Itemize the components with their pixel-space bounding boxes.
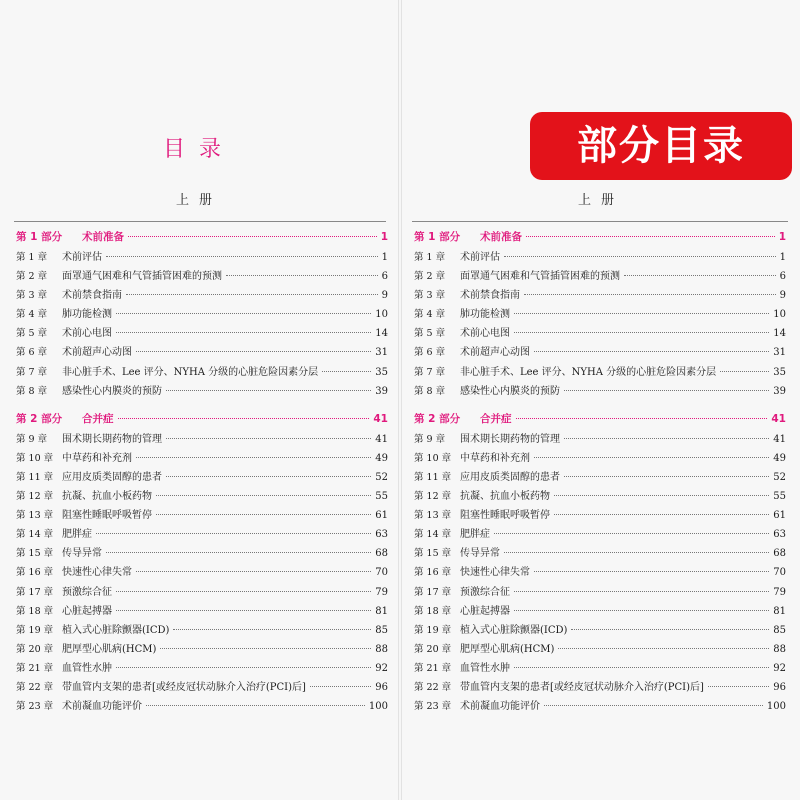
- page-number: 81: [375, 605, 388, 617]
- chapter-title: 术前心电图: [62, 328, 112, 340]
- chapter-number: 第 13 章: [16, 510, 54, 522]
- chapter-entry[interactable]: [414, 382, 786, 401]
- chapter-number: 第 18 章: [414, 605, 452, 617]
- chapter-number: 第 15 章: [16, 548, 54, 560]
- chapter-number: 第 6 章: [16, 347, 48, 359]
- chapter-entry[interactable]: [16, 544, 388, 563]
- dot-leader: [156, 514, 371, 515]
- chapter-entry[interactable]: [16, 305, 388, 324]
- volume-label-left: 上册: [175, 193, 222, 208]
- chapter-entry[interactable]: [16, 382, 388, 401]
- chapter-number: 第 3 章: [414, 290, 446, 302]
- dot-leader: [310, 686, 371, 687]
- chapter-title: 术前超声心动图: [62, 347, 132, 359]
- dot-leader: [118, 418, 370, 419]
- chapter-title: 术前禁食指南: [460, 290, 520, 302]
- dot-leader: [106, 552, 371, 553]
- page-number: 49: [375, 452, 388, 464]
- page-number: 96: [773, 681, 786, 693]
- page-number: 1: [380, 231, 388, 243]
- page-number: 49: [773, 452, 786, 464]
- part-heading[interactable]: [414, 229, 786, 248]
- dot-leader: [514, 332, 769, 333]
- dot-leader: [173, 629, 371, 630]
- part-name: 合并症: [480, 412, 512, 425]
- dot-leader: [514, 591, 769, 592]
- chapter-title: 肥厚型心肌病(HCM): [62, 643, 157, 655]
- chapter-title: 预激综合征: [460, 586, 510, 598]
- chapter-number: 第 15 章: [414, 548, 452, 560]
- chapter-title: 植入式心脏除颤器(ICD): [460, 624, 568, 636]
- chapter-title: 阻塞性睡眠呼吸暂停: [460, 510, 550, 522]
- chapter-title: 抗凝、抗血小板药物: [460, 491, 550, 503]
- partial-toc-banner: 部分目录: [530, 112, 792, 180]
- chapter-title: 抗凝、抗血小板药物: [62, 491, 152, 503]
- dot-leader: [504, 552, 769, 553]
- chapter-number: 第 12 章: [16, 491, 54, 503]
- chapter-number: 第 4 章: [16, 309, 48, 321]
- page-number: 14: [773, 328, 786, 340]
- chapter-entry[interactable]: [414, 640, 786, 659]
- page-number: 35: [375, 366, 388, 378]
- page-number: 70: [773, 567, 786, 579]
- chapter-entry[interactable]: [16, 267, 388, 286]
- chapter-title: 围术期长期药物的管理: [460, 433, 560, 445]
- chapter-title: 传导异常: [460, 548, 500, 560]
- page-number: 79: [375, 586, 388, 598]
- dot-leader: [524, 294, 776, 295]
- page-number: 100: [766, 701, 786, 713]
- chapter-title: 面罩通气困难和气管插管困难的预测: [62, 271, 222, 283]
- dot-leader: [116, 313, 371, 314]
- chapter-number: 第 8 章: [414, 385, 446, 397]
- chapter-entry[interactable]: [414, 468, 786, 487]
- chapter-title: 术前评估: [460, 252, 500, 263]
- chapter-number: 第 19 章: [414, 624, 452, 636]
- chapter-entry[interactable]: [414, 678, 786, 697]
- chapter-entry[interactable]: [16, 697, 388, 716]
- chapter-title: 血管性水肿: [62, 662, 112, 674]
- dot-leader: [136, 351, 371, 352]
- chapter-number: 第 10 章: [414, 452, 452, 464]
- dot-leader: [544, 705, 763, 706]
- page-number: 63: [773, 529, 786, 541]
- dot-leader: [166, 438, 371, 439]
- chapter-title: 肺功能检测: [62, 309, 112, 321]
- chapter-number: 第 22 章: [414, 681, 452, 693]
- chapter-number: 第 18 章: [16, 605, 54, 617]
- chapter-title: 非心脏手术、Lee 评分、NYHA 分级的心脏危险因素分层: [460, 366, 717, 378]
- chapter-entry[interactable]: [16, 506, 388, 525]
- volume-label-right: 上册: [577, 193, 624, 208]
- chapter-number: 第 11 章: [414, 471, 452, 483]
- chapter-title: 带血管内支架的患者[或经皮冠状动脉介入治疗(PCI)后]: [62, 681, 306, 693]
- dot-leader: [514, 313, 769, 314]
- dot-leader: [128, 236, 377, 237]
- dot-leader: [526, 236, 775, 237]
- chapter-title: 应用皮质类固醇的患者: [62, 471, 162, 483]
- chapter-entry[interactable]: [414, 583, 786, 602]
- page-number: 41: [771, 412, 786, 425]
- page-number: 41: [375, 433, 388, 445]
- chapter-title: 带血管内支架的患者[或经皮冠状动脉介入治疗(PCI)后]: [460, 681, 704, 693]
- chapter-title: 术前凝血功能评价: [460, 701, 540, 713]
- part-heading[interactable]: [414, 411, 786, 430]
- part-number: 第 1 部分: [414, 231, 461, 243]
- chapter-title: 术前心电图: [460, 328, 510, 340]
- chapter-number: 第 10 章: [16, 452, 54, 464]
- chapter-title: 阻塞性睡眠呼吸暂停: [62, 510, 152, 522]
- page-number: 85: [375, 624, 388, 636]
- chapter-number: 第 12 章: [414, 491, 452, 503]
- page-number: 92: [375, 662, 388, 674]
- dot-leader: [106, 256, 378, 257]
- chapter-entry[interactable]: [16, 525, 388, 544]
- chapter-number: 第 2 章: [16, 271, 48, 283]
- divider-left: [14, 221, 386, 222]
- toc-title: 目录: [162, 137, 235, 162]
- chapter-entry[interactable]: [16, 563, 388, 582]
- dot-leader: [504, 256, 776, 257]
- chapter-title: 中草药和补充剂: [62, 452, 132, 464]
- chapter-title: 感染性心内膜炎的预防: [62, 385, 162, 397]
- page-number: 39: [773, 385, 786, 397]
- chapter-entry[interactable]: [16, 640, 388, 659]
- dot-leader: [156, 495, 371, 496]
- page-number: 61: [375, 510, 388, 522]
- chapter-title: 传导异常: [62, 548, 102, 560]
- chapter-entry[interactable]: [16, 468, 388, 487]
- chapter-entry[interactable]: [414, 324, 786, 343]
- page-number: 1: [778, 231, 786, 243]
- dot-leader: [534, 351, 769, 352]
- chapter-title: 面罩通气困难和气管插管困难的预测: [460, 271, 620, 283]
- chapter-entry[interactable]: [414, 602, 786, 621]
- page-number: 88: [773, 643, 786, 655]
- page-number: 1: [381, 252, 388, 263]
- page-number: 31: [375, 347, 388, 359]
- page-number: 96: [375, 681, 388, 693]
- dot-leader: [136, 457, 371, 458]
- part-heading[interactable]: [16, 229, 388, 248]
- page-number: 92: [773, 662, 786, 674]
- page-number: 39: [375, 385, 388, 397]
- chapter-entry[interactable]: [16, 487, 388, 506]
- toc-left: [16, 227, 388, 716]
- dot-leader: [116, 667, 371, 668]
- part-name: 术前准备: [480, 231, 522, 243]
- chapter-number: 第 14 章: [414, 529, 452, 541]
- chapter-title: 肥胖症: [62, 529, 92, 541]
- dot-leader: [558, 648, 769, 649]
- dot-leader: [126, 294, 378, 295]
- chapter-title: 中草药和补充剂: [460, 452, 530, 464]
- page-number: 6: [779, 271, 786, 283]
- page-number: 1: [779, 252, 786, 263]
- dot-leader: [516, 418, 768, 419]
- chapter-number: 第 9 章: [414, 433, 446, 445]
- chapter-entry[interactable]: [414, 248, 786, 267]
- chapter-number: 第 5 章: [414, 328, 446, 340]
- dot-leader: [322, 371, 371, 372]
- dot-leader: [226, 275, 378, 276]
- page-number: 52: [375, 471, 388, 483]
- dot-leader: [136, 571, 371, 572]
- dot-leader: [554, 495, 769, 496]
- chapter-number: 第 7 章: [414, 366, 446, 378]
- chapter-title: 感染性心内膜炎的预防: [460, 385, 560, 397]
- chapter-number: 第 22 章: [16, 681, 54, 693]
- chapter-entry[interactable]: [16, 449, 388, 468]
- chapter-entry[interactable]: [16, 621, 388, 640]
- dot-leader: [534, 571, 769, 572]
- chapter-entry[interactable]: [16, 430, 388, 449]
- page-number: 14: [375, 328, 388, 340]
- part-number: 第 2 部分: [16, 412, 63, 425]
- chapter-entry[interactable]: [16, 343, 388, 362]
- chapter-entry[interactable]: [414, 563, 786, 582]
- dot-leader: [554, 514, 769, 515]
- dot-leader: [494, 533, 769, 534]
- chapter-title: 心脏起搏器: [62, 605, 112, 617]
- chapter-number: 第 19 章: [16, 624, 54, 636]
- chapter-title: 术前超声心动图: [460, 347, 530, 359]
- chapter-entry[interactable]: [414, 621, 786, 640]
- chapter-title: 非心脏手术、Lee 评分、NYHA 分级的心脏危险因素分层: [62, 366, 319, 378]
- chapter-number: 第 8 章: [16, 385, 48, 397]
- page-number: 100: [368, 701, 388, 713]
- chapter-entry[interactable]: [414, 506, 786, 525]
- page-number: 35: [773, 366, 786, 378]
- page-number: 88: [375, 643, 388, 655]
- chapter-number: 第 23 章: [16, 701, 54, 713]
- chapter-entry[interactable]: [16, 659, 388, 678]
- chapter-title: 术前凝血功能评价: [62, 701, 142, 713]
- chapter-title: 心脏起搏器: [460, 605, 510, 617]
- chapter-number: 第 6 章: [414, 347, 446, 359]
- page-number: 81: [773, 605, 786, 617]
- dot-leader: [96, 533, 371, 534]
- page-number: 79: [773, 586, 786, 598]
- dot-leader: [720, 371, 769, 372]
- part-heading[interactable]: [16, 411, 388, 430]
- page-number: 68: [375, 548, 388, 560]
- toc-right: [414, 227, 786, 716]
- chapter-title: 应用皮质类固醇的患者: [460, 471, 560, 483]
- chapter-entry[interactable]: [414, 305, 786, 324]
- page-number: 85: [773, 624, 786, 636]
- page-number: 55: [375, 491, 388, 503]
- chapter-number: 第 5 章: [16, 328, 48, 340]
- dot-leader: [571, 629, 769, 630]
- page-number: 6: [381, 271, 388, 283]
- chapter-number: 第 1 章: [16, 252, 48, 263]
- chapter-entry[interactable]: [16, 583, 388, 602]
- chapter-entry[interactable]: [16, 324, 388, 343]
- chapter-entry[interactable]: [414, 544, 786, 563]
- chapter-entry[interactable]: [414, 659, 786, 678]
- chapter-title: 肥厚型心肌病(HCM): [460, 643, 555, 655]
- chapter-entry[interactable]: [414, 449, 786, 468]
- part-number: 第 2 部分: [414, 412, 461, 425]
- chapter-title: 术前评估: [62, 252, 102, 263]
- chapter-number: 第 17 章: [16, 586, 54, 598]
- chapter-number: 第 17 章: [414, 586, 452, 598]
- page-number: 52: [773, 471, 786, 483]
- chapter-number: 第 20 章: [414, 643, 452, 655]
- chapter-number: 第 11 章: [16, 471, 54, 483]
- dot-leader: [146, 705, 365, 706]
- chapter-entry[interactable]: [16, 678, 388, 697]
- chapter-title: 肥胖症: [460, 529, 490, 541]
- part-name: 合并症: [82, 412, 114, 425]
- chapter-number: 第 14 章: [16, 529, 54, 541]
- divider-right: [412, 221, 788, 222]
- page-number: 70: [375, 567, 388, 579]
- chapter-number: 第 4 章: [414, 309, 446, 321]
- chapter-number: 第 16 章: [414, 567, 452, 579]
- chapter-title: 植入式心脏除颤器(ICD): [62, 624, 170, 636]
- chapter-title: 快速性心律失常: [62, 567, 132, 579]
- dot-leader: [514, 667, 769, 668]
- dot-leader: [116, 610, 371, 611]
- chapter-entry[interactable]: [414, 286, 786, 305]
- chapter-entry[interactable]: [414, 363, 786, 382]
- dot-leader: [624, 275, 776, 276]
- chapter-entry[interactable]: [16, 363, 388, 382]
- page-number: 55: [773, 491, 786, 503]
- chapter-entry[interactable]: [16, 248, 388, 267]
- page-number: 41: [373, 412, 388, 425]
- page-number: 10: [375, 309, 388, 321]
- chapter-number: 第 16 章: [16, 567, 54, 579]
- part-number: 第 1 部分: [16, 231, 63, 243]
- chapter-number: 第 21 章: [16, 662, 54, 674]
- page-number: 68: [773, 548, 786, 560]
- dot-leader: [564, 438, 769, 439]
- chapter-number: 第 2 章: [414, 271, 446, 283]
- page-number: 41: [773, 433, 786, 445]
- page-number: 63: [375, 529, 388, 541]
- chapter-entry[interactable]: [414, 343, 786, 362]
- chapter-title: 血管性水肿: [460, 662, 510, 674]
- dot-leader: [514, 610, 769, 611]
- chapter-title: 围术期长期药物的管理: [62, 433, 162, 445]
- page-number: 31: [773, 347, 786, 359]
- chapter-entry[interactable]: [414, 430, 786, 449]
- chapter-number: 第 3 章: [16, 290, 48, 302]
- dot-leader: [534, 457, 769, 458]
- dot-leader: [116, 591, 371, 592]
- chapter-number: 第 20 章: [16, 643, 54, 655]
- dot-leader: [116, 332, 371, 333]
- page-number: 9: [381, 290, 388, 302]
- chapter-entry[interactable]: [414, 697, 786, 716]
- chapter-title: 肺功能检测: [460, 309, 510, 321]
- chapter-number: 第 21 章: [414, 662, 452, 674]
- chapter-title: 术前禁食指南: [62, 290, 122, 302]
- chapter-entry[interactable]: [414, 267, 786, 286]
- dot-leader: [166, 390, 371, 391]
- chapter-title: 快速性心律失常: [460, 567, 530, 579]
- dot-leader: [160, 648, 371, 649]
- dot-leader: [564, 476, 769, 477]
- dot-leader: [708, 686, 769, 687]
- page-number: 9: [779, 290, 786, 302]
- chapter-entry[interactable]: [16, 602, 388, 621]
- chapter-entry[interactable]: [414, 525, 786, 544]
- chapter-number: 第 23 章: [414, 701, 452, 713]
- chapter-number: 第 13 章: [414, 510, 452, 522]
- chapter-number: 第 7 章: [16, 366, 48, 378]
- page-number: 61: [773, 510, 786, 522]
- chapter-title: 预激综合征: [62, 586, 112, 598]
- chapter-number: 第 9 章: [16, 433, 48, 445]
- page-number: 10: [773, 309, 786, 321]
- chapter-entry[interactable]: [16, 286, 388, 305]
- dot-leader: [564, 390, 769, 391]
- chapter-entry[interactable]: [414, 487, 786, 506]
- part-name: 术前准备: [82, 231, 124, 243]
- dot-leader: [166, 476, 371, 477]
- chapter-number: 第 1 章: [414, 252, 446, 263]
